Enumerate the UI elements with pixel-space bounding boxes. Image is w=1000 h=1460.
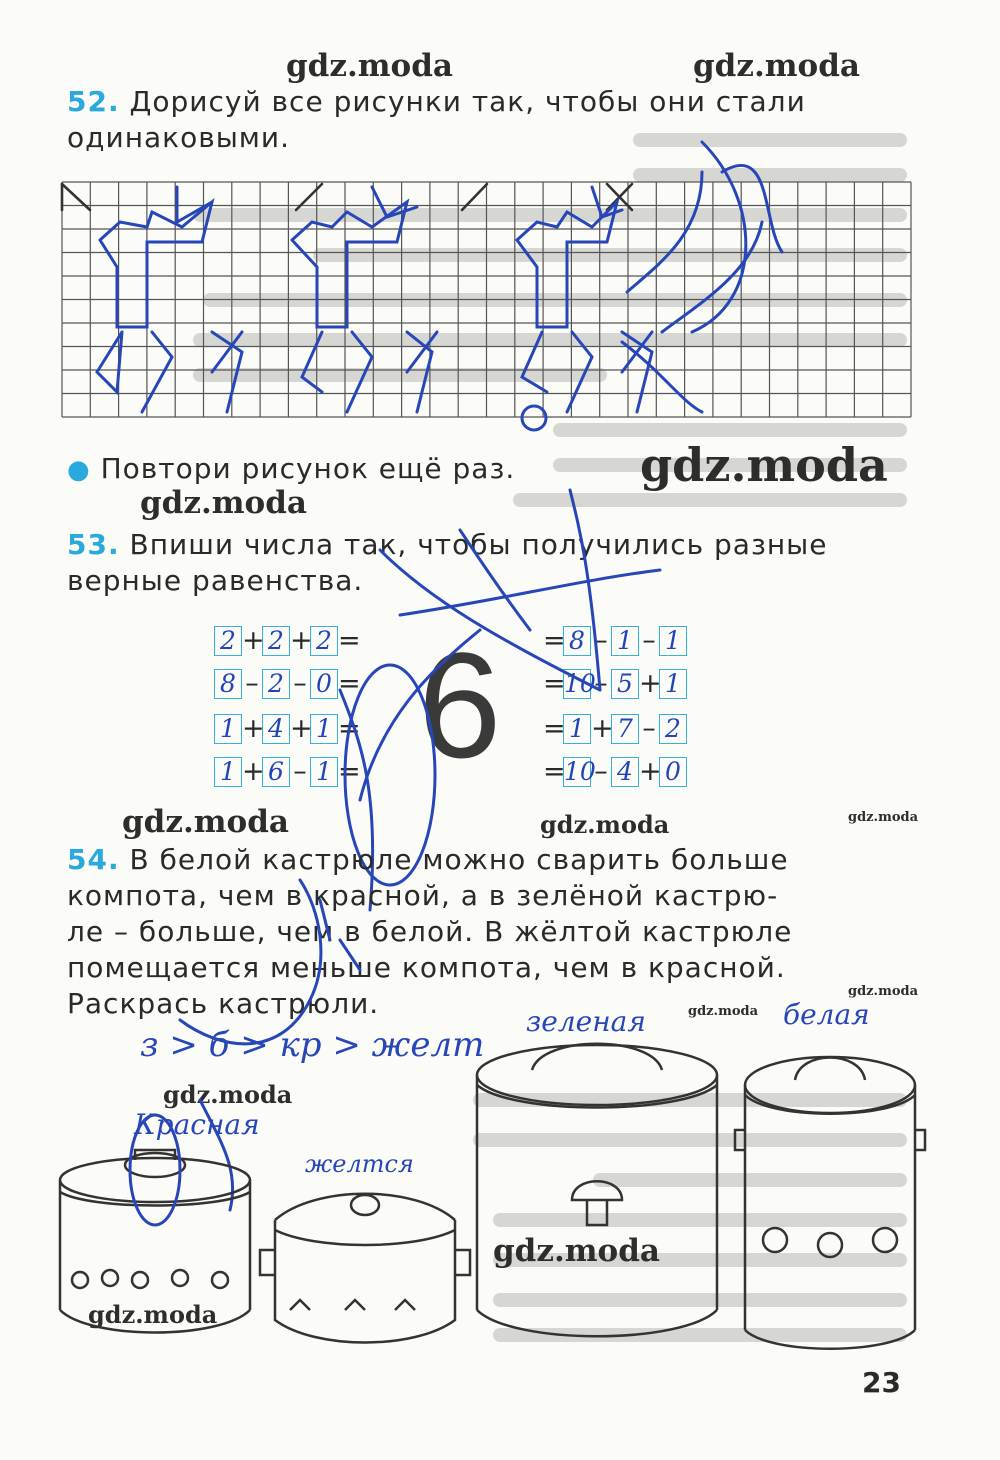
answer-box: 1	[611, 626, 639, 656]
answer-box: 2	[659, 714, 687, 744]
operator: –	[245, 668, 259, 699]
task-52-line2: одинаковыми.	[67, 121, 291, 154]
task-52-line1: Дорисуй все рисунки так, чтобы они стали	[129, 85, 806, 118]
answer-box: 1	[659, 669, 687, 699]
answer-box: 2	[310, 626, 338, 656]
answer-box: 6	[262, 757, 290, 787]
watermark: gdz.moda	[493, 1233, 660, 1269]
answer-box: 0	[659, 757, 687, 787]
equals-sign: =	[543, 625, 566, 656]
handwritten-yellow: желтся	[305, 1150, 414, 1178]
answer-box: 8	[214, 669, 242, 699]
answer-box: 1	[214, 714, 242, 744]
pot-yellow	[255, 1190, 475, 1350]
answer-box: 1	[563, 714, 591, 744]
task-54-line4: помещается меньше компота, чем в красной.	[67, 951, 786, 984]
operator: –	[293, 668, 307, 699]
bullet-icon: ●	[67, 455, 91, 485]
operator: –	[594, 625, 608, 656]
handwritten-green: зеленая	[526, 1005, 646, 1038]
equals-sign: =	[543, 668, 566, 699]
operator: +	[242, 756, 265, 787]
watermark: gdz.moda	[286, 48, 453, 84]
equals-sign: =	[338, 756, 361, 787]
page-number: 23	[862, 1366, 901, 1399]
equals-sign: =	[338, 713, 361, 744]
task-53-line2: верные равенства.	[67, 564, 364, 597]
big-number-six: 6	[418, 621, 502, 789]
answer-box: 2	[262, 626, 290, 656]
operator: –	[594, 668, 608, 699]
task-52-text	[67, 84, 806, 156]
answer-box: 1	[310, 757, 338, 787]
task-52-repeat-text: Повтори рисунок ещё раз.	[100, 452, 516, 485]
answer-box: 10	[564, 756, 596, 786]
pot-green	[472, 1025, 722, 1345]
drawing-grid	[62, 182, 922, 422]
watermark: gdz.moda	[540, 810, 670, 839]
answer-box: 1	[659, 626, 687, 656]
answer-box: 0	[310, 669, 338, 699]
operator: +	[242, 625, 265, 656]
equals-sign: =	[543, 756, 566, 787]
task-54-number: 54.	[67, 843, 120, 876]
equals-sign: =	[338, 668, 361, 699]
equals-sign: =	[338, 625, 361, 656]
answer-box: 5	[611, 669, 639, 699]
answer-box: 1	[310, 714, 338, 744]
operator: +	[639, 668, 662, 699]
task-53-line1: Впиши числа так, чтобы получились разные	[129, 528, 828, 561]
watermark: gdz.moda	[122, 804, 289, 840]
answer-box: 7	[611, 714, 639, 744]
answer-box: 10	[564, 668, 596, 698]
operator: +	[290, 713, 313, 744]
handwritten-red: Красная	[134, 1108, 260, 1141]
operator: –	[642, 625, 656, 656]
task-54-line1: В белой кастрюле можно сварить больше	[129, 843, 789, 876]
watermark: gdz.moda	[163, 1080, 293, 1109]
operator: +	[290, 625, 313, 656]
answer-box: 1	[214, 757, 242, 787]
answer-box: 4	[262, 714, 290, 744]
operator: +	[591, 713, 614, 744]
handwritten-order: з > б > кр > желт	[140, 1025, 485, 1065]
watermark: gdz.moda	[848, 984, 919, 999]
task-54-line3: ле – больше, чем в белой. В жёлтой кастрюле	[67, 915, 793, 948]
watermark: gdz.moda	[640, 438, 888, 492]
answer-box: 8	[563, 626, 591, 656]
task-52-repeat	[67, 451, 515, 488]
answer-box: 2	[262, 669, 290, 699]
task-54-line2: компота, чем в красной, а в зелёной кастрю-	[67, 879, 779, 912]
answer-box: 2	[214, 626, 242, 656]
operator: –	[293, 756, 307, 787]
task-52-number: 52.	[67, 85, 120, 118]
handwritten-white: белая	[783, 998, 870, 1031]
watermark: gdz.moda	[688, 1004, 759, 1019]
task-54-line5: Раскрась кастрюли.	[67, 987, 380, 1020]
operator: +	[639, 756, 662, 787]
watermark: gdz.moda	[848, 810, 919, 825]
watermark: gdz.moda	[140, 485, 307, 521]
operator: –	[642, 713, 656, 744]
answer-box: 4	[611, 757, 639, 787]
pot-white	[740, 1040, 920, 1360]
watermark: gdz.moda	[693, 48, 860, 84]
task-53-number: 53.	[67, 528, 120, 561]
operator: –	[594, 756, 608, 787]
equals-sign: =	[543, 713, 566, 744]
pot-red	[50, 1140, 260, 1350]
operator: +	[242, 713, 265, 744]
watermark: gdz.moda	[88, 1300, 218, 1329]
